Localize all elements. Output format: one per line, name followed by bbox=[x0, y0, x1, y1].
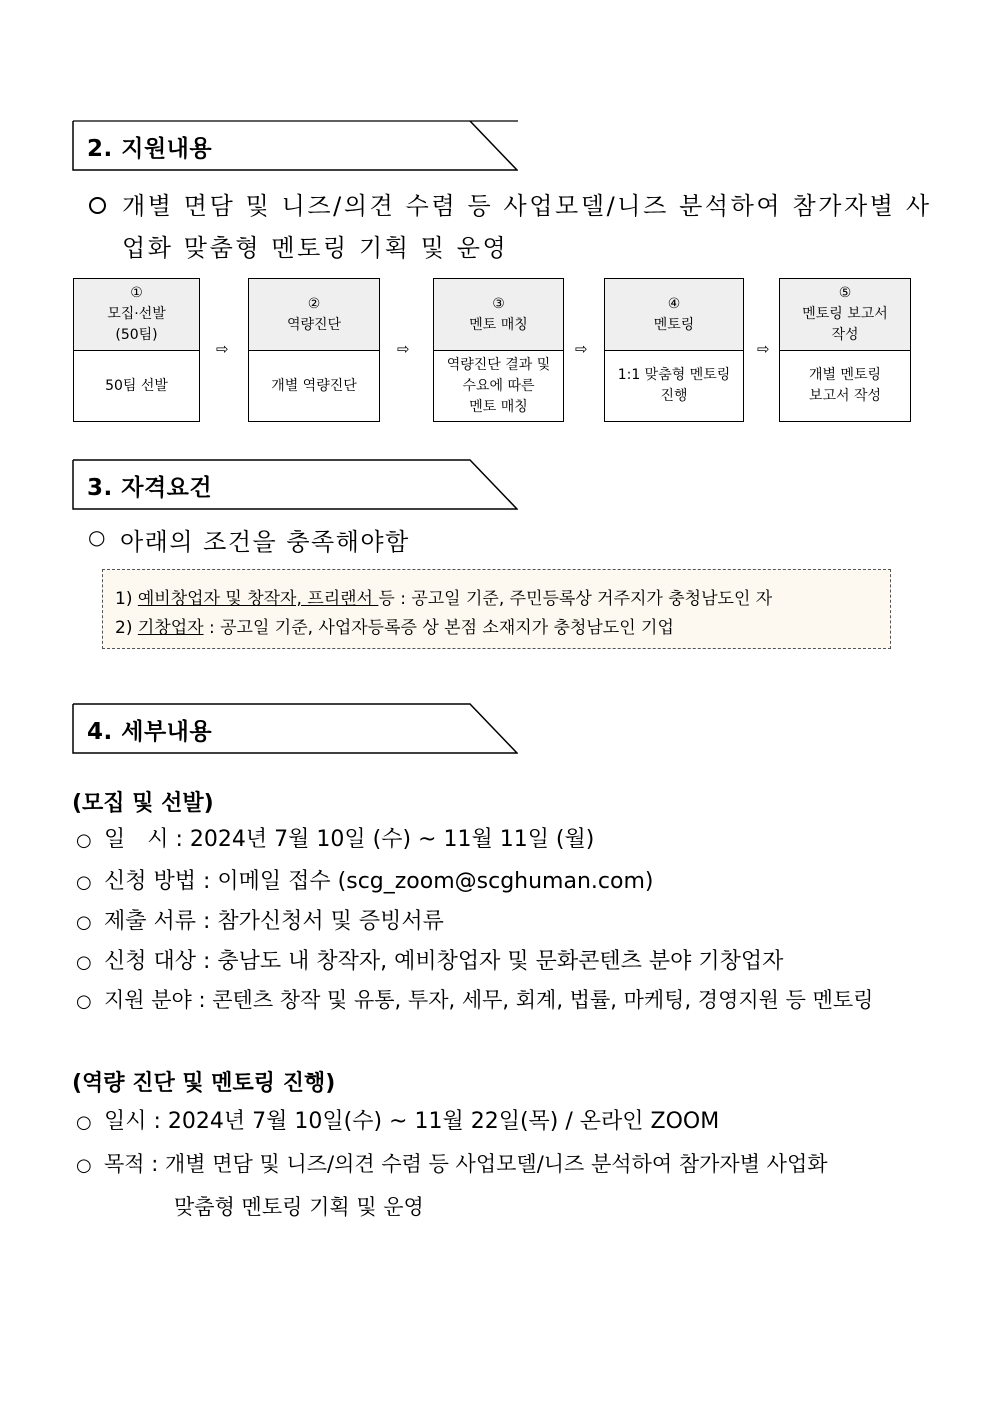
step-title: 멘토링 bbox=[653, 316, 695, 333]
flow-step-desc: 개별 역량진단 bbox=[271, 377, 357, 394]
mentoring-item: ○ 일시 : 2024년 7월 10일(수) ~ 11월 22일(목) / 온라인 ZOOM bbox=[76, 1109, 720, 1134]
section-3-bullet: 아래의 조건을 충족해야함 bbox=[120, 528, 410, 556]
step-number: ⑤ bbox=[838, 285, 852, 301]
hollow-circle-bullet-icon: ○ bbox=[76, 952, 92, 973]
step-subtitle: (50팀) bbox=[115, 327, 158, 343]
flow-step-desc: 개별 멘토링 보고서 작성 bbox=[808, 367, 882, 404]
hollow-circle-bullet-icon: ○ bbox=[76, 830, 92, 851]
mentoring-item: ○ 목적 : 개별 면담 및 니즈/의견 수렴 등 사업모델/니즈 분석하여 참가자별 사업화 bbox=[76, 1152, 828, 1176]
section-2-bullet-line1: 개별 면담 및 니즈/의견 수렴 등 사업모델/니즈 분석하여 참가자별 사 bbox=[122, 192, 932, 220]
hollow-circle-bullet-icon: ○ bbox=[76, 872, 92, 893]
section-2-bullet-line2: 업화 맞춤형 멘토링 기획 및 운영 bbox=[122, 234, 509, 262]
step-number: ④ bbox=[667, 295, 681, 312]
flow-step-1 bbox=[73, 278, 200, 422]
flow-step-3 bbox=[433, 278, 564, 422]
step-title: 멘토링 보고서 bbox=[802, 306, 888, 322]
hollow-circle-bullet-icon: ○ bbox=[76, 991, 92, 1012]
flow-step-desc: 역량진단 결과 및 수요에 따른 멘토 매칭 bbox=[446, 356, 551, 415]
step-subtitle: 작성 bbox=[831, 327, 859, 343]
step-number: ② bbox=[307, 295, 321, 312]
arrow-right-icon: ⇨ bbox=[575, 340, 588, 358]
step-title: 멘토 매칭 bbox=[469, 316, 528, 333]
recruit-subtitle: (모집 및 선발) bbox=[72, 791, 214, 816]
condition-2: 2) 기창업자 : 공고일 기준, 사업자등록증 상 본점 소재지가 충청남도인 기업 bbox=[115, 618, 674, 638]
mentoring-item-continued: 맞춤형 멘토링 기획 및 운영 bbox=[174, 1195, 424, 1219]
recruit-item: ○ 일 시 : 2024년 7월 10일 (수) ~ 11월 11일 (월) bbox=[76, 827, 595, 852]
step-number: ① bbox=[130, 285, 143, 301]
arrow-right-icon: ⇨ bbox=[397, 340, 410, 358]
flow-step-header bbox=[434, 279, 563, 351]
mentoring-subtitle: (역량 진단 및 멘토링 진행) bbox=[72, 1071, 336, 1096]
flow-step-header bbox=[74, 279, 199, 351]
flow-step-header bbox=[780, 279, 910, 351]
section-4-header bbox=[72, 703, 518, 755]
hollow-circle-bullet-icon bbox=[89, 197, 106, 214]
flow-step-header bbox=[605, 279, 743, 351]
conditions-box bbox=[102, 569, 891, 649]
recruit-item: ○ 지원 분야 : 콘텐츠 창작 및 유통, 투자, 세무, 회계, 법률, 마케팅, 경영지원 등 멘토링 bbox=[76, 988, 874, 1012]
flow-step-header bbox=[249, 279, 379, 351]
hollow-circle-bullet-icon: ○ bbox=[76, 1112, 92, 1133]
step-number: ③ bbox=[492, 295, 505, 312]
section-2-header bbox=[72, 120, 518, 172]
flow-step-4 bbox=[604, 278, 744, 422]
hollow-circle-bullet-icon: ○ bbox=[76, 912, 92, 933]
condition-1: 1) 예비창업자 및 창작자, 프리랜서 등 : 공고일 기준, 주민등록상 거주지가 충청남도인 자 bbox=[115, 589, 773, 609]
step-title: 모집·선발 bbox=[107, 306, 166, 322]
flow-step-5 bbox=[779, 278, 911, 422]
arrow-right-icon: ⇨ bbox=[216, 340, 229, 358]
flow-step-desc: 1:1 맞춤형 멘토링 진행 bbox=[617, 367, 731, 404]
section-3-title: 3. 자격요건 bbox=[87, 475, 213, 501]
arrow-right-icon: ⇨ bbox=[757, 340, 770, 358]
section-2-title: 2. 지원내용 bbox=[87, 136, 213, 162]
flow-step-2 bbox=[248, 278, 380, 422]
hollow-circle-bullet-icon: ○ bbox=[88, 525, 106, 549]
recruit-item: ○ 제출 서류 : 참가신청서 및 증빙서류 bbox=[76, 909, 444, 934]
recruit-item: ○ 신청 방법 : 이메일 접수 (scg_zoom@scghuman.com) bbox=[76, 869, 654, 894]
step-title: 역량진단 bbox=[286, 316, 342, 333]
hollow-circle-bullet-icon: ○ bbox=[76, 1155, 92, 1176]
recruit-item: ○ 신청 대상 : 충남도 내 창작자, 예비창업자 및 문화콘텐츠 분야 기창업자 bbox=[76, 949, 784, 974]
section-3-header bbox=[72, 459, 518, 511]
section-4-title: 4. 세부내용 bbox=[87, 719, 213, 745]
flow-step-desc: 50팀 선발 bbox=[105, 377, 168, 394]
